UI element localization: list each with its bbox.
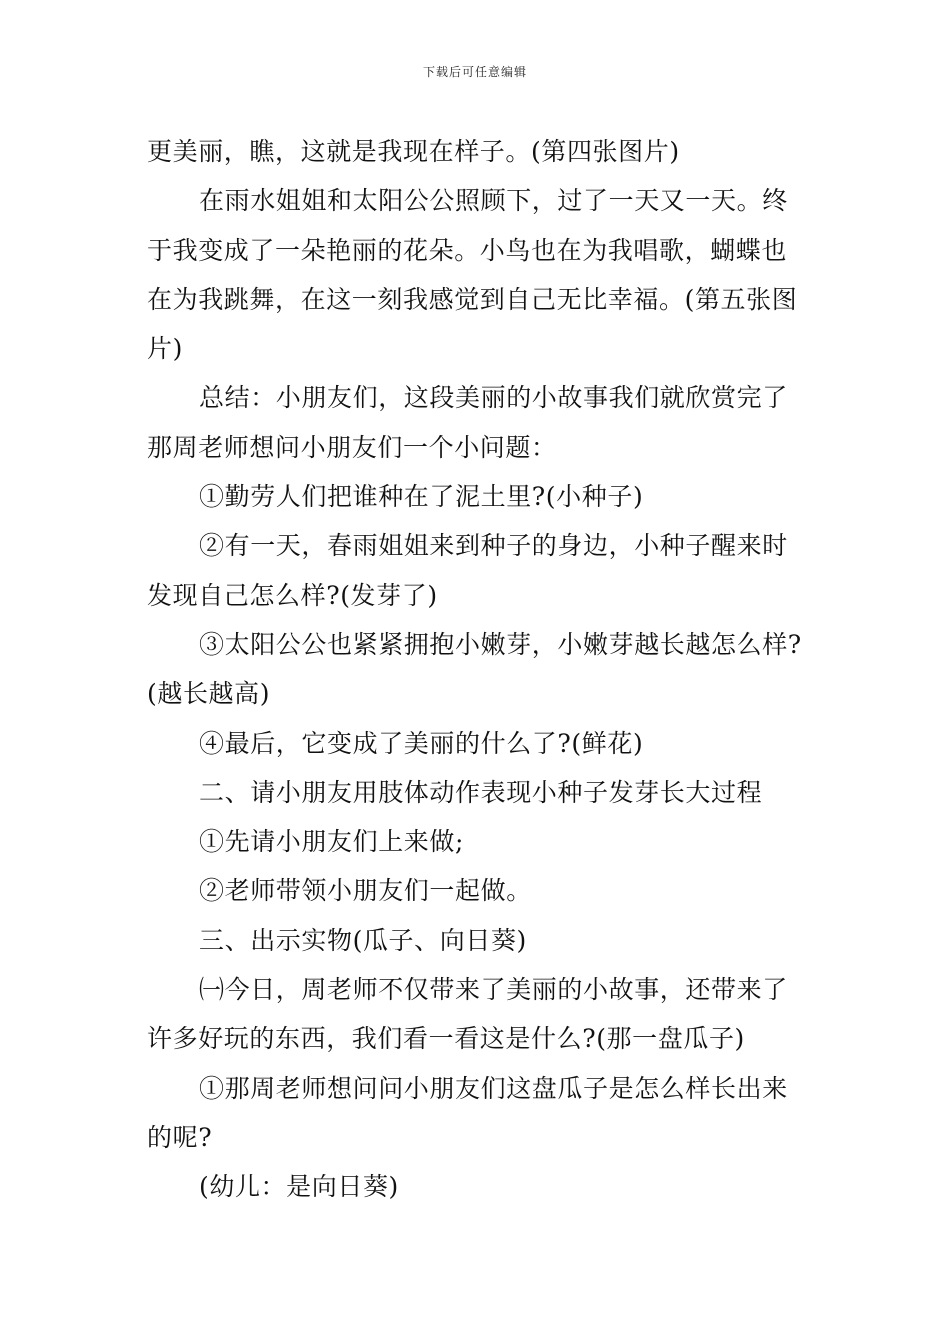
list-item: ①先请小朋友们上来做; [199,827,465,857]
question-item: ①勤劳人们把谁种在了泥土里?(小种子) [199,482,644,512]
question-item: ②有一天，春雨姐姐来到种子的身边，小种子醒来时发现自己怎么样?(发芽了) [147,531,788,610]
list-item: ②老师带领小朋友们一起做。 [199,876,532,906]
paragraph: 在雨水姐姐和太阳公公照顾下，过了一天又一天。终于我变成了一朵艳丽的花朵。小鸟也在为我唱歌，蝴蝶也在为我跳舞，在这一刻我感觉到自己无比幸福。(第五张图片) [147,186,798,364]
paragraph: 更美丽，瞧，这就是我现在样子。(第四张图片) [147,137,680,166]
document-body [147,127,812,1212]
question-item: ③太阳公公也紧紧拥抱小嫩芽，小嫩芽越长越怎么样?(越长越高) [147,629,802,709]
section-heading: 三、出示实物(瓜子、向日葵) [199,925,527,955]
paragraph: (幼儿：是向日葵) [199,1172,399,1202]
paragraph: ㈠今日，周老师不仅带来了美丽的小故事，还带来了许多好玩的东西，我们看一看这是什么?(那一盘瓜子) [147,975,788,1054]
paragraph: 总结：小朋友们，这段美丽的小故事我们就欣赏完了那周老师想问小朋友们一个小问题： [147,383,788,462]
section-heading: 二、请小朋友用肢体动作表现小种子发芽长大过程 [199,777,763,807]
question-item: ①那周老师想问问小朋友们这盘瓜子是怎么样长出来的呢? [147,1073,788,1152]
page-header: 下载后可任意编辑 [422,65,527,79]
question-item: ④最后，它变成了美丽的什么了?(鲜花) [199,728,644,758]
